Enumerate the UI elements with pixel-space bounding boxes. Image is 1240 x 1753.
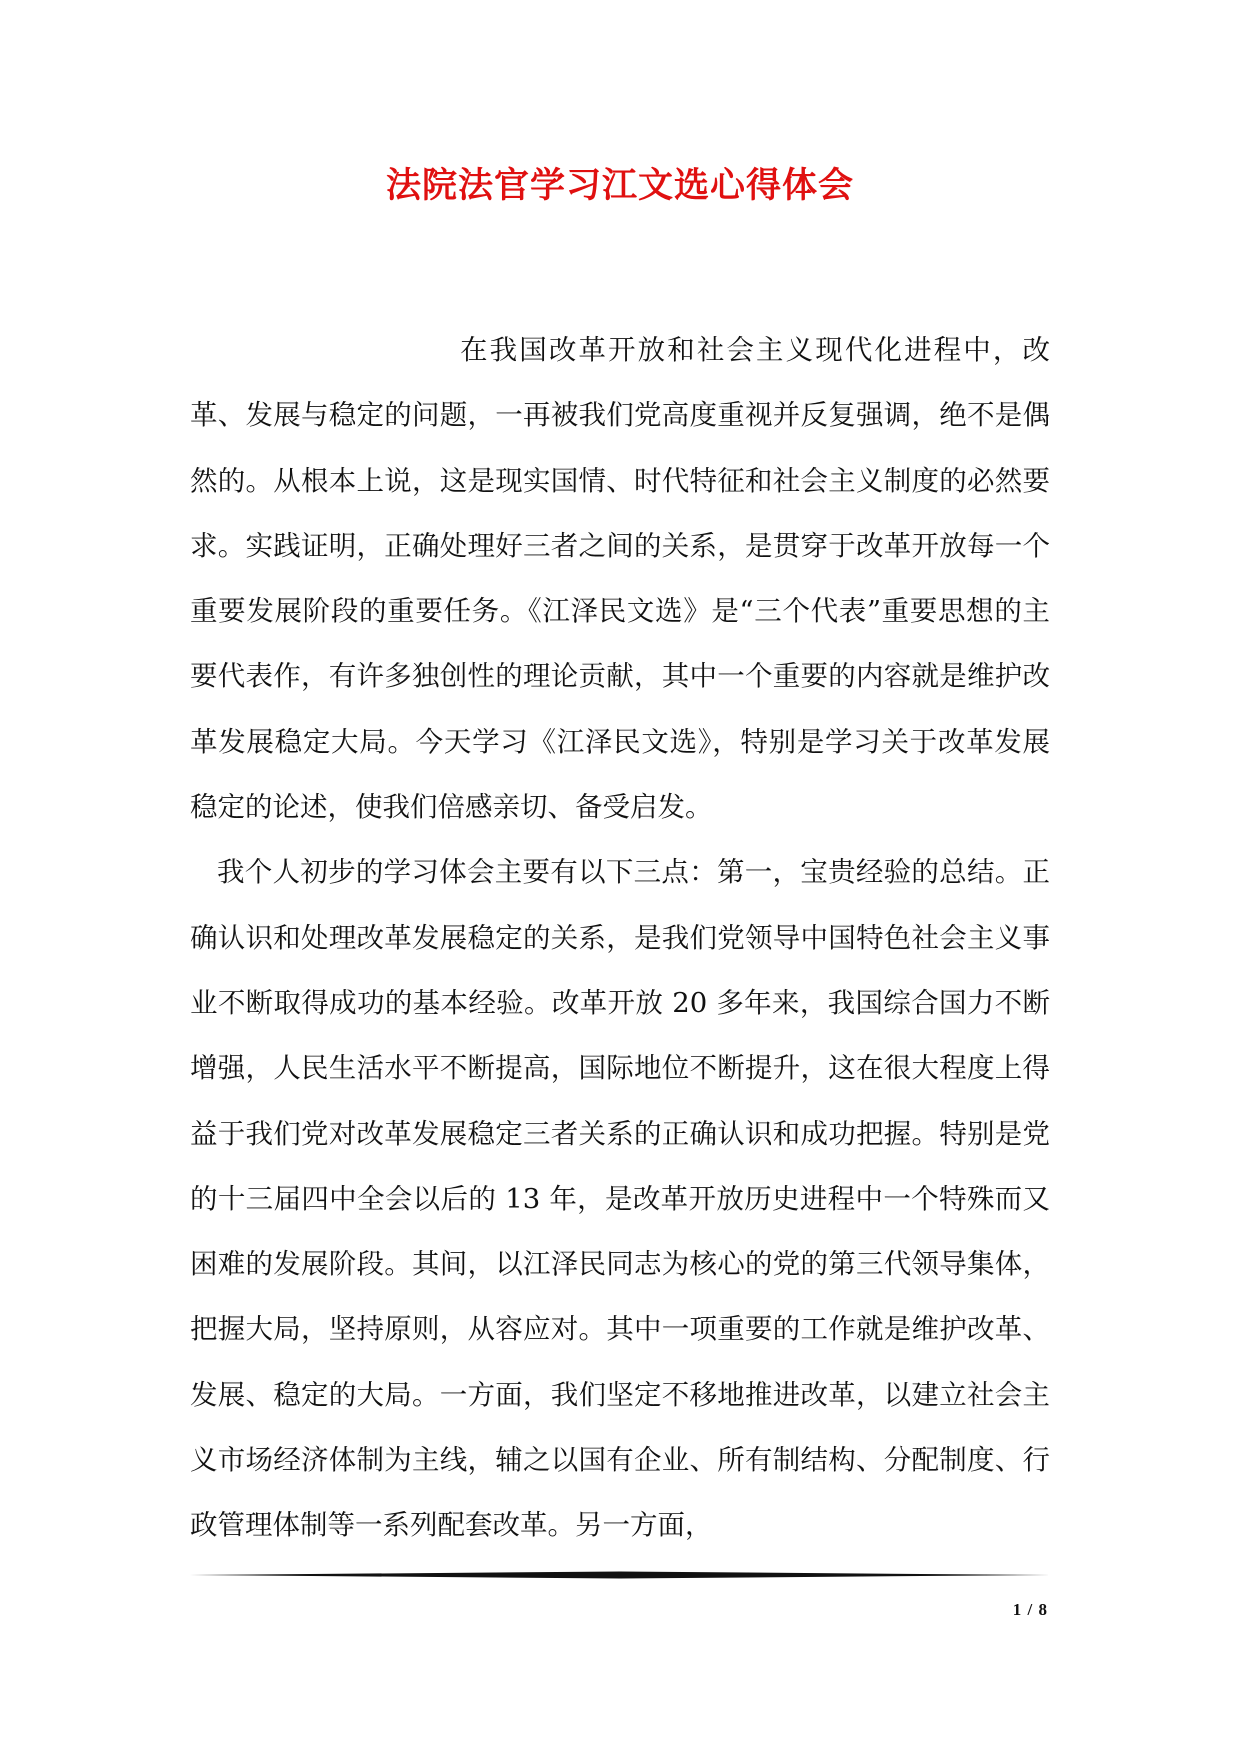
footer-divider (190, 1568, 1050, 1582)
paragraph: 在我国改革开放和社会主义现代化进程中，改革、发展与稳定的问题，一再被我们党高度重视并反复强调，绝不是偶然的。从根本上说，这是现实国情、时代特征和社会主义制度的必然要求。实践证明，正确处理好三者之间的关系，是贯穿于改革开放每一个重要发展阶段的重要任务。《江泽民文选》是“三个代表”重要思想的主要代表作，有许多独创性的理论贡献，其中一个重要的内容就是维护改革发展稳定大局。今天学习《江泽民文选》，特别是学习关于改革发展稳定的论述，使我们倍感亲切、备受启发。 (190, 334, 1050, 824)
document-title: 法院法官学习江文选心得体会 (385, 165, 854, 206)
document-body (190, 318, 1050, 1559)
page-number: 1 / 8 (1012, 1600, 1048, 1619)
paragraph: 我个人初步的学习体会主要有以下三点：第一，宝贵经验的总结。正确认识和处理改革发展稳定的关系，是我们党领导中国特色社会主义事业不断取得成功的基本经验。改革开放 20 多年来，我国综合国力不断增强，人民生活水平不断提高，国际地位不断提升，这在很大程度上得益于我们党对改革发展稳定三者关系的正确认识和成功把握。特别是党的十三届四中全会以后的 13 年，是改革开放历史进程中一个特殊而又困难的发展阶段。其间，以江泽民同志为核心的党的第三代领导集体，把握大局，坚持原则，从容应对。其中一项重要的工作就是维护改革、发展、稳定的大局。一方面，我们坚定不移地推进改革，以建立社会主义市场经济体制为主线，辅之以国有企业、所有制结构、分配制度、行政管理体制等一系列配套改革。另一方面， (190, 856, 1050, 1542)
